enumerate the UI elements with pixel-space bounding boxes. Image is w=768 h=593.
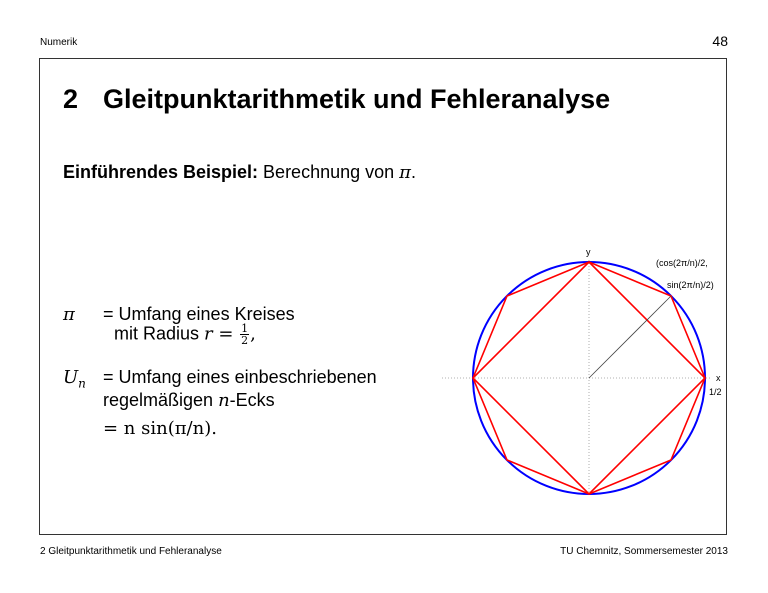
eq1-line1 xyxy=(63,304,295,325)
intro-end: . xyxy=(411,162,417,182)
un-symbol xyxy=(63,367,103,391)
pi-symbol: π xyxy=(63,304,75,325)
radius-line xyxy=(589,296,671,378)
slide-title xyxy=(63,84,610,115)
eq1-text: = Umfang eines Kreises xyxy=(103,304,295,324)
eq1-fraction xyxy=(240,323,249,346)
course-name: Numerik xyxy=(40,37,78,48)
footer-chapter: 2 Gleitpunktarithmetik und Fehleranalyse xyxy=(40,546,222,557)
section-title: Gleitpunktarithmetik und Fehleranalyse xyxy=(103,84,611,114)
eq2-line2 xyxy=(103,390,275,411)
eq1-radius-prefix: mit Radius xyxy=(114,323,205,344)
polygon-diagram xyxy=(430,240,730,510)
eq2-text: = Umfang eines einbeschriebenen xyxy=(103,367,377,387)
intro-bold: Einführendes Beispiel: xyxy=(63,162,259,182)
x-axis-label: x xyxy=(716,373,721,383)
footer-institution: TU Chemnitz, Sommersemester 2013 xyxy=(560,546,728,557)
point-label-2: sin(2π/n)/2) xyxy=(667,280,714,290)
intro-pi: π xyxy=(399,162,411,183)
eq1-line2 xyxy=(114,323,256,346)
un-subscript: n xyxy=(78,376,86,391)
eq1-comma: , xyxy=(250,323,256,345)
eq2-line1 xyxy=(63,367,377,391)
eq1-equals: = xyxy=(212,323,240,345)
intro-text: Berechnung von xyxy=(258,162,400,182)
eq2-prefix: regelmäßigen xyxy=(103,390,219,410)
intro-line xyxy=(63,162,416,183)
y-axis-label: y xyxy=(586,247,591,257)
un-letter: U xyxy=(63,367,79,388)
eq1-r: r xyxy=(204,323,213,345)
eq1-frac-num: 1 xyxy=(241,322,249,335)
eq2-suffix: -Ecks xyxy=(229,390,275,410)
point-label-1: (cos(2π/n)/2, xyxy=(656,258,708,268)
eq2-line3: = n sin(π/n). xyxy=(103,418,217,439)
page-number: 48 xyxy=(712,33,728,49)
eq1-frac-den: 2 xyxy=(241,334,249,347)
half-label: 1/2 xyxy=(709,387,722,397)
eq2-n: n xyxy=(218,390,230,411)
section-number: 2 xyxy=(63,84,79,114)
